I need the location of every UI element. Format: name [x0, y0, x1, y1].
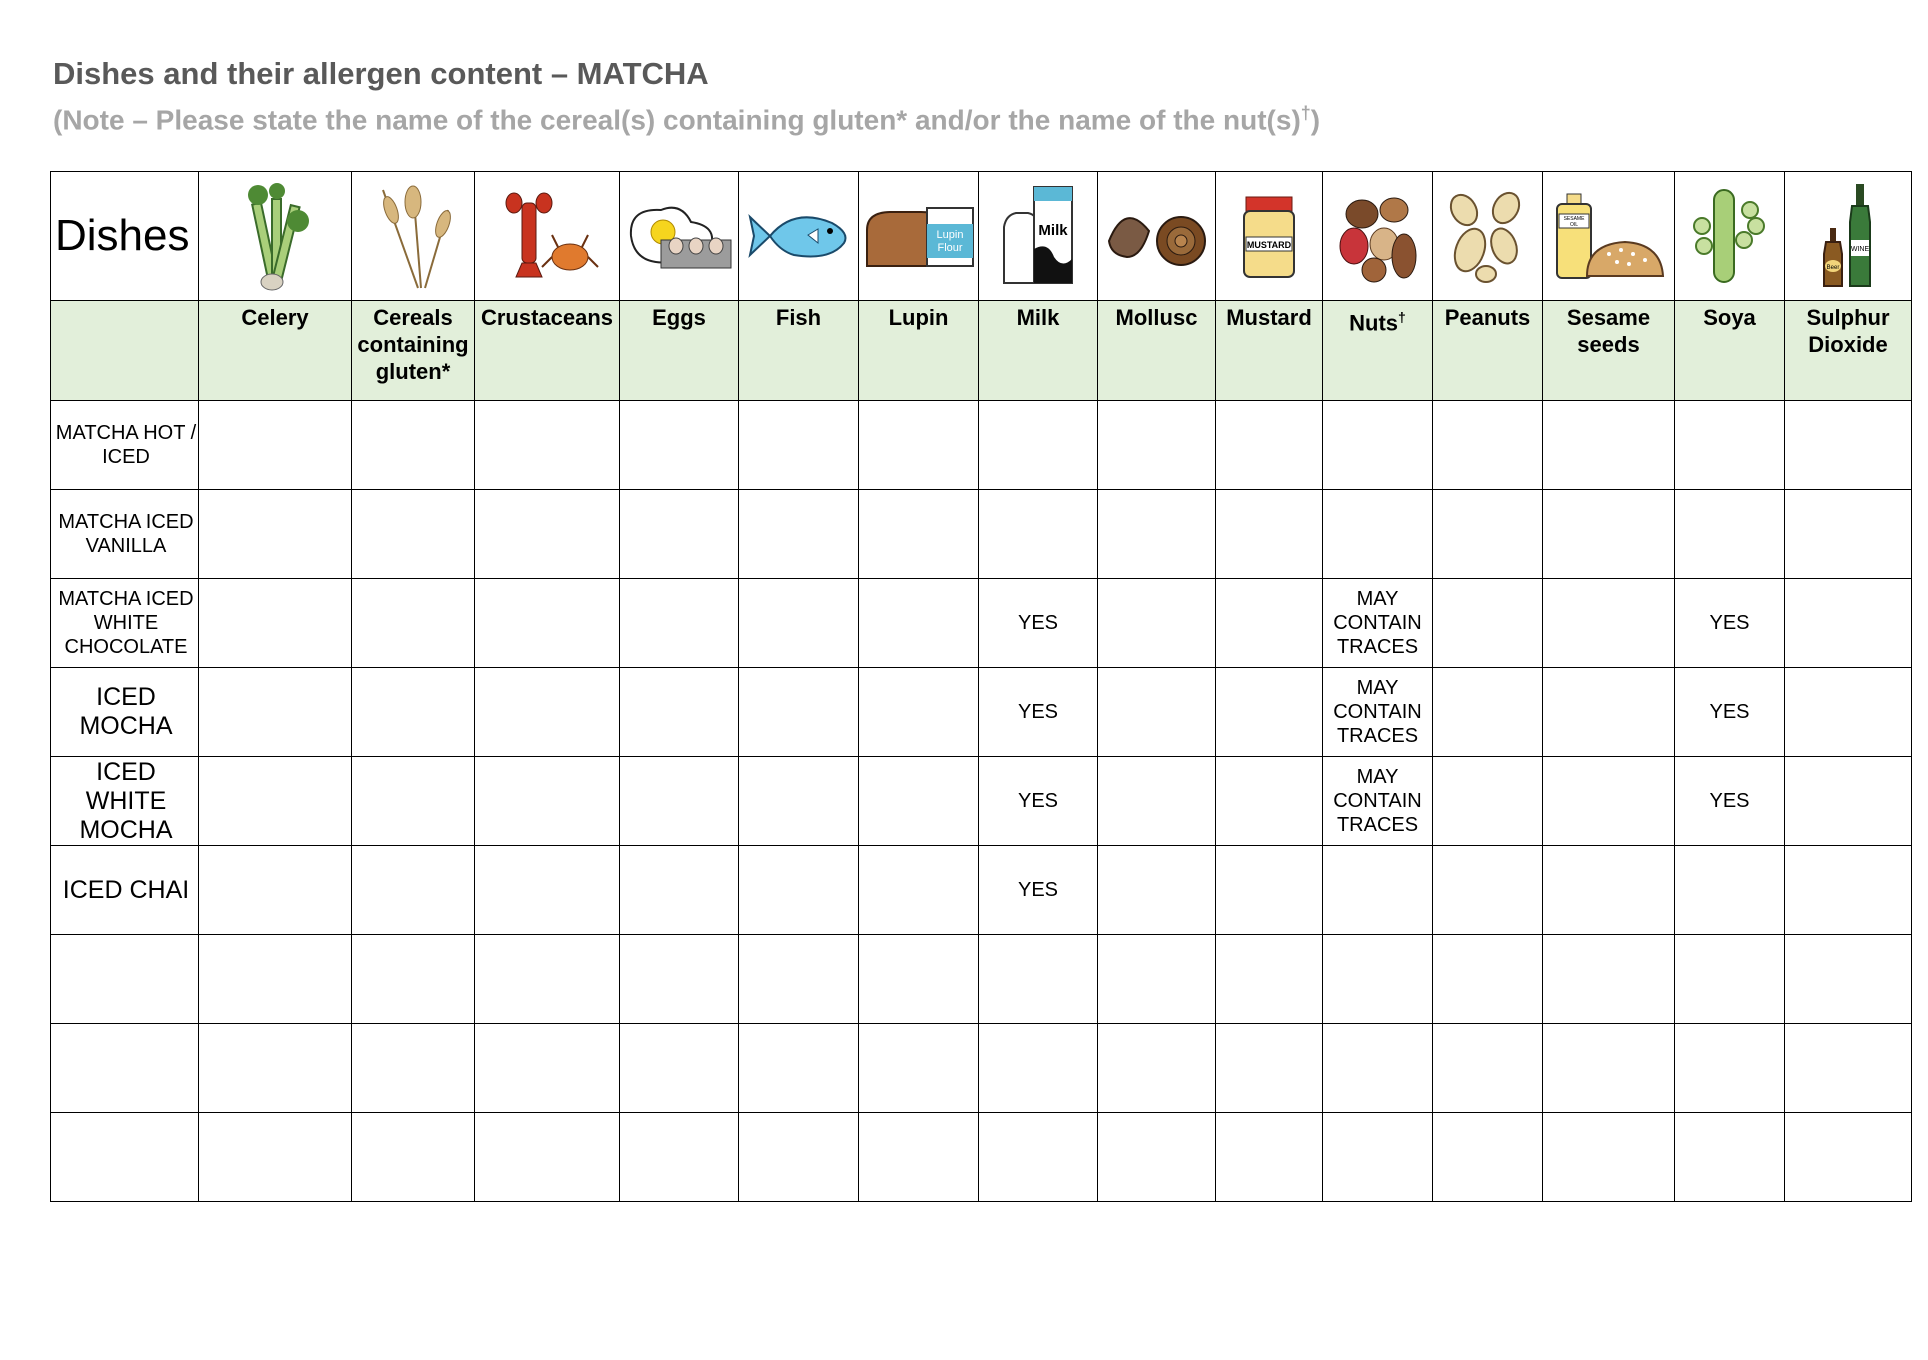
eggs-icon	[620, 172, 739, 301]
celery-icon	[199, 172, 352, 301]
header-celery: Celery	[199, 301, 352, 401]
allergen-cell: MAY CONTAIN TRACES	[1323, 757, 1433, 846]
allergen-cell	[1098, 401, 1216, 490]
allergen-cell	[475, 579, 620, 668]
allergen-cell	[1098, 1113, 1216, 1202]
note-text: (Note – Please state the name of the cereal(s) containing gluten* and/or the name of the nut(s)	[53, 104, 1301, 136]
svg-text:Lupin: Lupin	[936, 229, 963, 241]
header-sesame: Sesame seeds	[1543, 301, 1675, 401]
sesame-icon	[1543, 172, 1675, 301]
allergen-cell	[859, 1113, 979, 1202]
allergen-cell	[1098, 668, 1216, 757]
table-row	[51, 401, 1912, 490]
allergen-cell	[620, 579, 739, 668]
allergen-cell	[739, 579, 859, 668]
soya-icon	[1675, 172, 1785, 301]
allergen-cell	[859, 668, 979, 757]
allergen-cell	[1433, 401, 1543, 490]
allergen-cell	[1543, 579, 1675, 668]
note-close: )	[1310, 104, 1321, 136]
allergen-cell: YES	[1675, 579, 1785, 668]
header-soya: Soya	[1675, 301, 1785, 401]
allergen-cell	[620, 401, 739, 490]
allergen-cell	[859, 1024, 979, 1113]
allergen-cell	[739, 1024, 859, 1113]
header-milk: Milk	[979, 301, 1098, 401]
allergen-cell	[1098, 579, 1216, 668]
table-row	[51, 1024, 1912, 1113]
header-crustaceans: Crustaceans	[475, 301, 620, 401]
milk-icon	[979, 172, 1098, 301]
peanuts-icon	[1433, 172, 1543, 301]
allergen-cell	[1543, 757, 1675, 846]
svg-text:OIL: OIL	[1569, 222, 1578, 228]
allergen-cell	[979, 1113, 1098, 1202]
allergen-cell	[859, 579, 979, 668]
allergen-cell	[1433, 1113, 1543, 1202]
allergen-cell	[1543, 846, 1675, 935]
allergen-cell: YES	[979, 846, 1098, 935]
allergen-cell: MAY CONTAIN TRACES	[1323, 668, 1433, 757]
svg-text:SESAME: SESAME	[1563, 216, 1584, 222]
allergen-cell	[352, 1113, 475, 1202]
page-note	[53, 103, 1320, 136]
allergen-cell	[1675, 1024, 1785, 1113]
allergen-cell	[1098, 757, 1216, 846]
allergen-cell	[1433, 846, 1543, 935]
allergen-table	[50, 171, 1912, 1202]
table-row	[51, 757, 1912, 846]
dishes-label-cell	[51, 301, 199, 401]
allergen-cell: MAY CONTAIN TRACES	[1323, 579, 1433, 668]
dish-name-cell: MATCHA ICED VANILLA	[51, 490, 199, 579]
allergen-cell	[859, 757, 979, 846]
allergen-cell	[620, 935, 739, 1024]
allergen-cell: YES	[979, 668, 1098, 757]
header-nuts	[1323, 301, 1433, 401]
allergen-cell	[1433, 668, 1543, 757]
allergen-cell	[1675, 1113, 1785, 1202]
allergen-cell	[1785, 1113, 1912, 1202]
allergen-cell	[1216, 846, 1323, 935]
allergen-cell	[475, 757, 620, 846]
allergen-cell	[1433, 1024, 1543, 1113]
allergen-cell	[1098, 846, 1216, 935]
allergen-cell	[352, 846, 475, 935]
allergen-cell	[1216, 490, 1323, 579]
wine-beer-icon	[1785, 172, 1912, 301]
allergen-cell	[1323, 846, 1433, 935]
allergen-cell	[475, 1024, 620, 1113]
header-lupin: Lupin	[859, 301, 979, 401]
allergen-cell	[859, 846, 979, 935]
allergen-cell	[1433, 757, 1543, 846]
allergen-cell	[352, 757, 475, 846]
allergen-cell	[620, 490, 739, 579]
allergen-cell	[475, 1113, 620, 1202]
allergen-cell	[1098, 1024, 1216, 1113]
allergen-cell	[979, 490, 1098, 579]
allergen-cell	[1216, 1024, 1323, 1113]
allergen-cell	[199, 846, 352, 935]
dish-name-cell: MATCHA HOT / ICED	[51, 401, 199, 490]
allergen-cell	[1433, 490, 1543, 579]
allergen-cell	[620, 668, 739, 757]
allergen-cell	[1216, 668, 1323, 757]
svg-text:WINE: WINE	[1850, 246, 1870, 253]
svg-text:Beer: Beer	[1826, 265, 1840, 271]
dish-name-cell: ICED WHITE MOCHA	[51, 757, 199, 846]
allergen-cell	[739, 757, 859, 846]
allergen-cell	[979, 401, 1098, 490]
table-row	[51, 490, 1912, 579]
allergen-cell	[352, 1024, 475, 1113]
icon-row	[51, 172, 1912, 301]
allergen-cell	[620, 1024, 739, 1113]
svg-text:Milk: Milk	[1038, 222, 1068, 239]
allergen-cell	[1543, 668, 1675, 757]
allergen-cell	[1216, 401, 1323, 490]
allergen-cell	[1433, 935, 1543, 1024]
allergen-cell	[352, 935, 475, 1024]
allergen-cell: YES	[1675, 668, 1785, 757]
allergen-cell	[1675, 846, 1785, 935]
allergen-cell	[859, 935, 979, 1024]
allergen-cell	[1785, 668, 1912, 757]
allergen-cell	[1323, 1024, 1433, 1113]
allergen-cell	[1216, 757, 1323, 846]
allergen-cell	[979, 935, 1098, 1024]
header-peanuts: Peanuts	[1433, 301, 1543, 401]
allergen-cell	[1785, 1024, 1912, 1113]
allergen-cell	[1543, 490, 1675, 579]
shells-icon	[1098, 172, 1216, 301]
table-row	[51, 579, 1912, 668]
header-nuts-label: Nuts	[1349, 310, 1399, 336]
allergen-cell	[475, 846, 620, 935]
allergen-cell	[1543, 401, 1675, 490]
allergen-cell	[1433, 579, 1543, 668]
allergen-cell	[979, 1024, 1098, 1113]
header-nuts-dagger: †	[1398, 309, 1406, 325]
allergen-cell	[1785, 935, 1912, 1024]
allergen-cell	[1323, 401, 1433, 490]
allergen-cell	[475, 668, 620, 757]
allergen-cell	[352, 401, 475, 490]
allergen-cell	[1216, 1113, 1323, 1202]
allergen-cell	[352, 490, 475, 579]
svg-text:MUSTARD: MUSTARD	[1246, 240, 1292, 250]
lupin-flour-icon	[859, 172, 979, 301]
allergen-cell	[475, 935, 620, 1024]
nuts-icon	[1323, 172, 1433, 301]
note-dagger: †	[1300, 103, 1311, 123]
allergen-cell	[1323, 935, 1433, 1024]
allergen-cell: YES	[979, 579, 1098, 668]
allergen-cell	[739, 401, 859, 490]
allergen-cell	[1785, 757, 1912, 846]
allergen-cell	[739, 935, 859, 1024]
allergen-cell	[199, 935, 352, 1024]
mustard-jar-icon	[1216, 172, 1323, 301]
dish-name-cell: ICED CHAI	[51, 846, 199, 935]
allergen-cell	[1543, 1113, 1675, 1202]
allergen-cell	[1675, 490, 1785, 579]
dish-name-cell	[51, 935, 199, 1024]
allergen-cell	[1785, 579, 1912, 668]
allergen-cell	[620, 1113, 739, 1202]
allergen-cell	[1785, 490, 1912, 579]
allergen-cell	[739, 668, 859, 757]
header-cereals: Cereals containing gluten*	[352, 301, 475, 401]
allergen-cell	[1543, 1024, 1675, 1113]
allergen-cell	[1098, 490, 1216, 579]
dish-name-cell	[51, 1024, 199, 1113]
allergen-cell	[199, 668, 352, 757]
wheat-icon	[352, 172, 475, 301]
allergen-cell	[859, 401, 979, 490]
allergen-cell	[1323, 1113, 1433, 1202]
table-row	[51, 846, 1912, 935]
page-title: Dishes and their allergen content – MATCHA	[53, 56, 709, 91]
allergen-cell	[475, 401, 620, 490]
allergen-cell: YES	[979, 757, 1098, 846]
allergen-cell	[199, 490, 352, 579]
dish-name-cell: MATCHA ICED WHITE CHOCOLATE	[51, 579, 199, 668]
header-sulphur: Sulphur Dioxide	[1785, 301, 1912, 401]
table-row	[51, 1113, 1912, 1202]
allergen-cell	[199, 401, 352, 490]
allergen-cell	[199, 757, 352, 846]
fish-icon	[739, 172, 859, 301]
allergen-cell	[739, 490, 859, 579]
table-row	[51, 935, 1912, 1024]
allergen-cell	[1785, 401, 1912, 490]
header-fish: Fish	[739, 301, 859, 401]
allergen-cell	[199, 579, 352, 668]
dish-name-cell	[51, 1113, 199, 1202]
allergen-cell	[1323, 490, 1433, 579]
header-mustard: Mustard	[1216, 301, 1323, 401]
dishes-header: Dishes	[51, 172, 199, 301]
allergen-cell	[1785, 846, 1912, 935]
allergen-cell	[1098, 935, 1216, 1024]
header-mollusc: Mollusc	[1098, 301, 1216, 401]
lobster-crab-icon	[475, 172, 620, 301]
allergen-header-row	[51, 301, 1912, 401]
allergen-cell	[1675, 401, 1785, 490]
allergen-cell	[739, 1113, 859, 1202]
svg-text:Flour: Flour	[936, 242, 963, 254]
allergen-cell	[1675, 935, 1785, 1024]
header-eggs: Eggs	[620, 301, 739, 401]
allergen-cell	[199, 1024, 352, 1113]
dish-name-cell: ICED MOCHA	[51, 668, 199, 757]
dish-rows	[51, 401, 1912, 1202]
allergen-cell	[352, 579, 475, 668]
allergen-cell: YES	[1675, 757, 1785, 846]
allergen-cell	[475, 490, 620, 579]
allergen-cell	[739, 846, 859, 935]
table-row	[51, 668, 1912, 757]
allergen-cell	[620, 757, 739, 846]
allergen-cell	[1216, 579, 1323, 668]
allergen-cell	[352, 668, 475, 757]
allergen-cell	[620, 846, 739, 935]
allergen-cell	[1543, 935, 1675, 1024]
allergen-cell	[859, 490, 979, 579]
allergen-cell	[1216, 935, 1323, 1024]
allergen-cell	[199, 1113, 352, 1202]
